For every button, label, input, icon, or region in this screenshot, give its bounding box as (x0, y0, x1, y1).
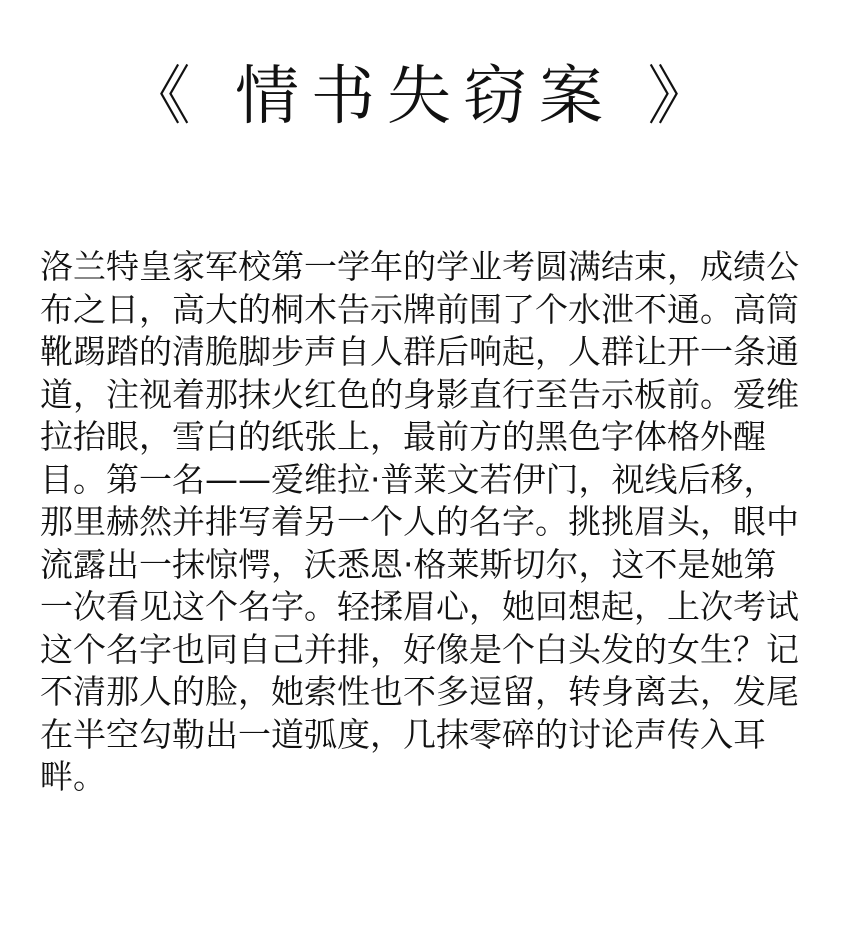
paragraph-line: 目。第一名——爱维拉·普莱文若伊门，视线后移， (40, 459, 777, 499)
paragraph-line: 布之日，高大的桐木告示牌前围了个水泄不通。高筒 (40, 289, 799, 329)
paragraph-line: 畔。 (40, 757, 106, 796)
paragraph-line: 一次看见这个名字。轻揉眉心，她回想起，上次考试 (40, 587, 799, 626)
paragraph-line: 拉抬眼，雪白的纸张上，最前方的黑色字体格外醒 (40, 417, 766, 456)
paragraph-line: 靴踢踏的清脆脚步声自人群后响起，人群让开一条通 (40, 332, 799, 371)
story-paragraph (40, 246, 840, 799)
paragraph-line: 道，注视着那抹火红色的身影直行至告示板前。爱维 (40, 374, 799, 414)
paragraph-line: 那里赫然并排写着另一个人的名字。挑挑眉头，眼中 (40, 502, 799, 541)
paragraph-line: 不清那人的脸，她索性也不多逗留，转身离去，发尾 (40, 672, 799, 711)
document-title: 《 情书失窃案 》 (126, 60, 724, 134)
paragraph-line: 在半空勾勒出一道弧度，几抹零碎的讨论声传入耳 (40, 714, 766, 754)
paragraph-line: 流露出一抹惊愕，沃悉恩·格莱斯切尔，这不是她第 (40, 544, 777, 584)
paragraph-line: 洛兰特皇家军校第一学年的学业考圆满结束，成绩公 (40, 247, 799, 286)
paragraph-line: 这个名字也同自己并排，好像是个白头发的女生？记 (40, 629, 799, 669)
